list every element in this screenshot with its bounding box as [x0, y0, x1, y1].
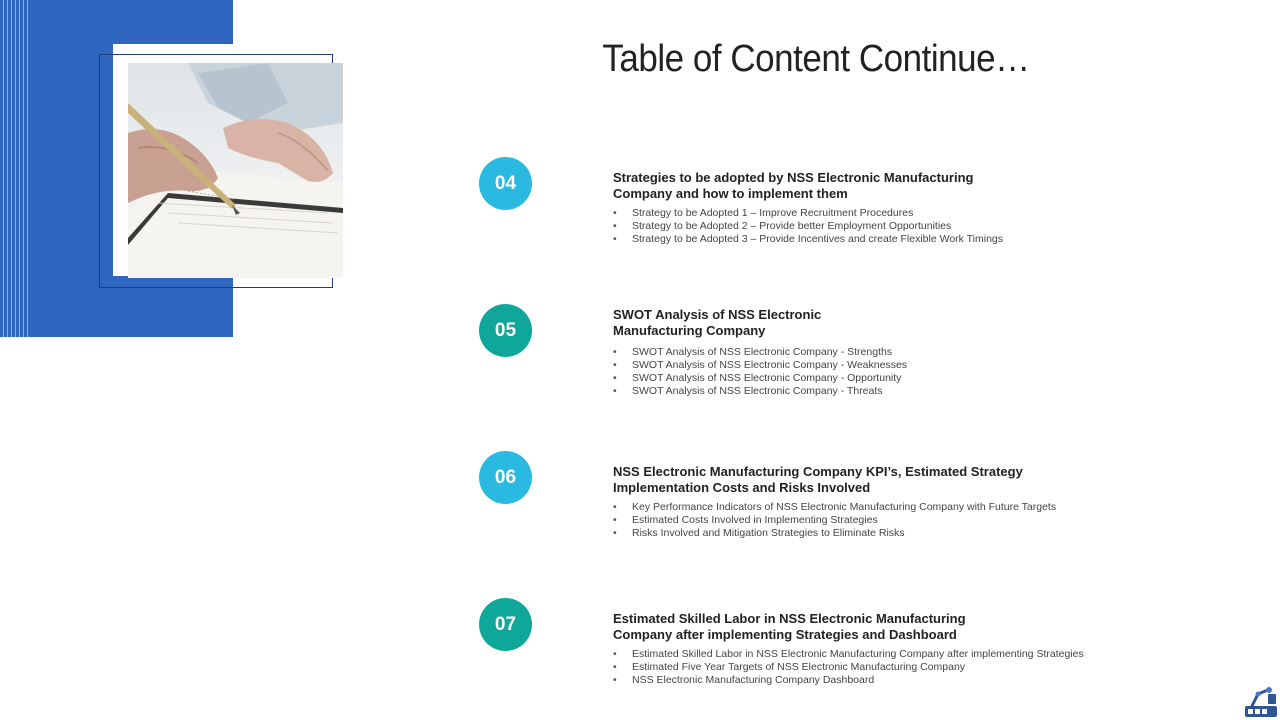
- heading-line: NSS Electronic Manufacturing Company KPI’s, Estimated Strategy: [613, 464, 1023, 479]
- bullet-list: [613, 346, 1173, 398]
- number-badge: 04: [479, 157, 532, 210]
- list-item: • SWOT Analysis of NSS Electronic Company - Weaknesses: [613, 359, 1173, 372]
- hand-writing-notebook-image: [128, 63, 343, 278]
- item-heading: [613, 611, 1033, 643]
- heading-line: SWOT Analysis of NSS Electronic: [613, 307, 822, 322]
- item-heading: [613, 464, 1033, 496]
- heading-line: Estimated Skilled Labor in NSS Electronic Manufacturing: [613, 611, 966, 626]
- stripe-decor: [0, 0, 30, 337]
- item-heading: [613, 170, 1033, 202]
- item-heading: [613, 307, 1033, 339]
- heading-line: Manufacturing Company: [613, 323, 766, 338]
- list-item: • Key Performance Indicators of NSS Electronic Manufacturing Company with Future Targets: [613, 501, 1173, 514]
- list-item: • Estimated Skilled Labor in NSS Electronic Manufacturing Company after implementing Strategies: [613, 648, 1173, 661]
- heading-line: Company and how to implement them: [613, 186, 848, 201]
- bullet-list: [613, 207, 1173, 246]
- list-item: • Strategy to be Adopted 3 – Provide Incentives and create Flexible Work Timings: [613, 233, 1173, 246]
- robot-arm-logo-icon: [1244, 684, 1278, 718]
- number-badge: 07: [479, 598, 532, 651]
- list-item: • SWOT Analysis of NSS Electronic Company - Strengths: [613, 346, 1173, 359]
- heading-line: Company after implementing Strategies and Dashboard: [613, 627, 957, 642]
- list-item: • Risks Involved and Mitigation Strategies to Eliminate Risks: [613, 527, 1173, 540]
- heading-line: Strategies to be adopted by NSS Electronic Manufacturing: [613, 170, 974, 185]
- list-item: • SWOT Analysis of NSS Electronic Company - Threats: [613, 385, 1173, 398]
- list-item: • Estimated Five Year Targets of NSS Electronic Manufacturing Company: [613, 661, 1173, 674]
- bullet-list: [613, 648, 1173, 687]
- number-badge: 06: [479, 451, 532, 504]
- heading-line: Implementation Costs and Risks Involved: [613, 480, 871, 495]
- page-title: Table of Content Continue…: [602, 38, 1030, 80]
- list-item: • NSS Electronic Manufacturing Company Dashboard: [613, 674, 1173, 687]
- list-item: • SWOT Analysis of NSS Electronic Company - Opportunity: [613, 372, 1173, 385]
- number-badge: 05: [479, 304, 532, 357]
- list-item: • Estimated Costs Involved in Implementing Strategies: [613, 514, 1173, 527]
- list-item: • Strategy to be Adopted 1 – Improve Recruitment Procedures: [613, 207, 1173, 220]
- list-item: • Strategy to be Adopted 2 – Provide better Employment Opportunities: [613, 220, 1173, 233]
- bullet-list: [613, 501, 1173, 540]
